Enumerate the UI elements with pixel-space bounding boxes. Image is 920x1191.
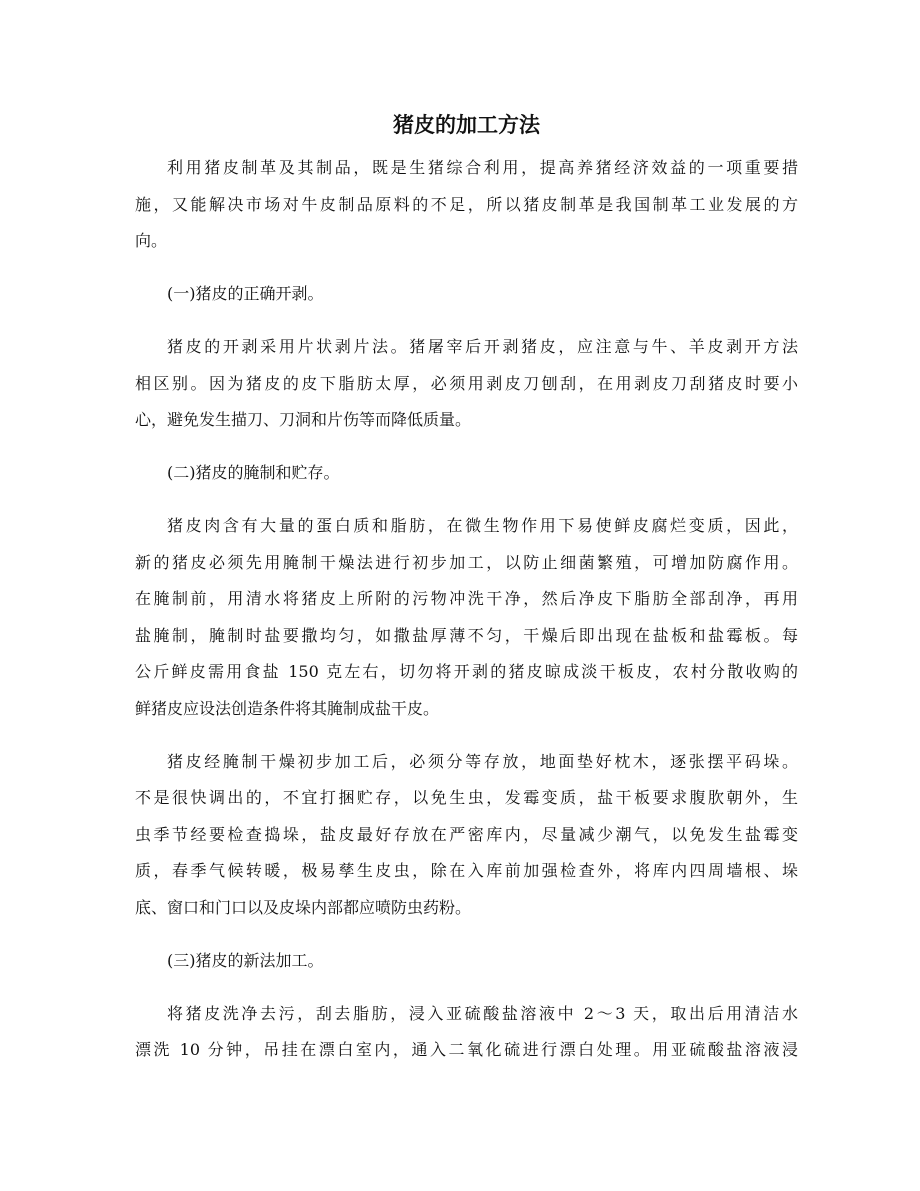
section-heading xyxy=(135,943,798,980)
text-line: 施，又能解决市场对牛皮制品原料的不足，所以猪皮制革是我国制革工业发展的方 xyxy=(135,194,798,214)
section-heading xyxy=(135,276,798,313)
text-line: 向。 xyxy=(135,231,168,250)
paragraph xyxy=(135,329,798,439)
paragraph xyxy=(135,744,798,927)
text-line: 新的猪皮必须先用腌制干燥法进行初步加工，以防止细菌繁殖，可增加防腐作用。 xyxy=(135,552,798,572)
text-line: 猪皮肉含有大量的蛋白质和脂肪，在微生物作用下易使鲜皮腐烂变质，因此， xyxy=(167,516,798,535)
text-line: 不是很快调出的，不宜打捆贮存，以免生虫，发霉变质，盐干板要求腹肷朝外，生 xyxy=(135,788,798,807)
text-line: (三)猪皮的新法加工。 xyxy=(167,950,324,970)
text-line: 猪皮的开剥采用片状剥片法。猪屠宰后开剥猪皮，应注意与牛、羊皮剥开方法 xyxy=(167,337,798,356)
text-line: 盐腌制，腌制时盐要撒均匀，如撒盐厚薄不匀，干燥后即出现在盐板和盐霉板。每 xyxy=(135,625,798,645)
text-line: 鲜猪皮应设法创造条件将其腌制成盐干皮。 xyxy=(135,698,440,718)
paragraph xyxy=(135,508,798,727)
text-line: 相区别。因为猪皮的皮下脂肪太厚，必须用剥皮刀刨刮，在用剥皮刀刮猪皮时要小 xyxy=(135,373,798,393)
document-title: 猪皮的加工方法 xyxy=(393,112,540,137)
text-line: 利用猪皮制革及其制品，既是生猪综合利用，提高养猪经济效益的一项重要措 xyxy=(167,158,798,177)
paragraph xyxy=(135,150,798,260)
document-body xyxy=(135,150,798,1069)
text-line: 在腌制前，用清水将猪皮上所附的污物冲洗干净，然后净皮下脂肪全部刮净，再用 xyxy=(135,589,798,608)
text-line: 底、窗口和门口以及皮垛内部都应喷防虫药粉。 xyxy=(135,897,472,917)
text-line: 质，春季气候转暖，极易孳生皮虫，除在入库前加强检查外，将库内四周墙根、垛 xyxy=(135,861,798,880)
text-line: 将猪皮洗净去污，刮去脂肪，浸入亚硫酸盐溶液中 2～3 天，取出后用清洁水 xyxy=(167,1003,798,1023)
text-line: 猪皮经腌制干燥初步加工后，必须分等存放，地面垫好枕木，逐张摆平码垛。 xyxy=(167,751,798,771)
text-line: 心，避免发生描刀、刀洞和片伤等而降低质量。 xyxy=(135,410,472,429)
paragraph xyxy=(135,996,798,1069)
text-line: 公斤鲜皮需用食盐 150 克左右，切勿将开剥的猪皮晾成淡干板皮，农村分散收购的 xyxy=(135,662,798,681)
text-line: (二)猪皮的腌制和贮存。 xyxy=(167,463,340,482)
section-heading xyxy=(135,455,798,492)
text-line: 漂洗 10 分钟，吊挂在漂白室内，通入二氧化硫进行漂白处理。用亚硫酸盐溶液浸 xyxy=(135,1040,798,1059)
text-line: (一)猪皮的正确开剥。 xyxy=(167,284,324,303)
document-page xyxy=(135,106,798,1085)
text-line: 虫季节经要检查捣垛，盐皮最好存放在严密库内，尽量减少潮气，以免发生盐霉变 xyxy=(135,824,798,844)
